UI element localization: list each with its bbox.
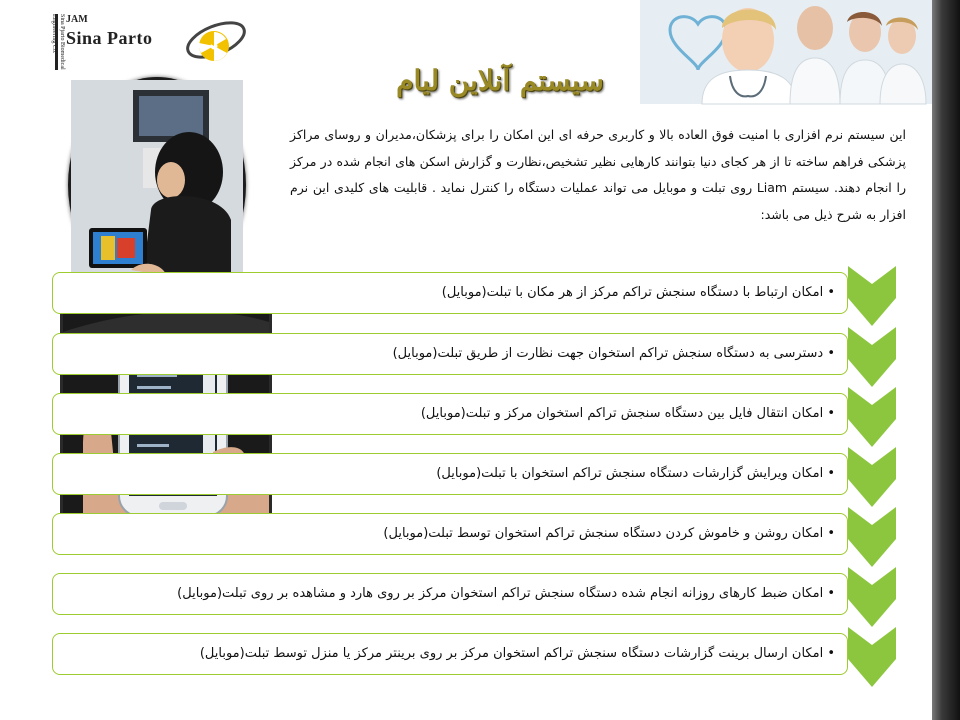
chevron-down-icon [848,387,896,447]
feature-text-2: • دسترسی به دستگاه سنجش تراکم استخوان جهت نظارت از طریق تبلت(موبایل) [393,334,835,374]
feature-text-1: • امکان ارتباط با دستگاه سنجش تراکم مرکز از هر مکان با تبلت(موبایل) [442,273,835,313]
chevron-down-icon [848,627,896,687]
feature-text-3: • امکان انتقال فایل بین دستگاه سنجش تراکم استخوان مرکز و تبلت(موبایل) [421,394,835,434]
doctor-circle-photo-frame [68,77,246,293]
feature-text-5: • امکان روشن و خاموش کردن دستگاه سنجش تراکم استخوان توسط تبلت(موبایل) [383,514,835,554]
doctors-illustration [640,0,932,104]
chevron-down-icon [848,266,896,326]
feature-row-3 [52,393,848,435]
feature-text-4: • امکان ویرایش گزارشات دستگاه سنجش تراکم استخوان با تبلت(موبایل) [436,454,835,494]
right-edge-strip [932,0,960,720]
feature-row-6 [52,573,848,615]
feature-row-1 [52,272,848,314]
logo-name: Sina Parto [66,28,153,48]
chevron-down-icon [848,447,896,507]
feature-text-6: • امکان ضبط کارهای روزانه انجام شده دستگاه سنجش تراکم استخوان مرکز بر روی هارد و مشاهده بر روی تبلت(موبایل) [177,574,835,614]
header-doctors-photo [640,0,932,104]
intro-paragraph: این سیستم نرم افزاری با امنیت فوق العاده بالا و کاربری حرفه ای این امکان را برای پزشکان،مدیران و روسای مراکز پزشکی فراهم ساخته تا از هر کجای دنیا بتوانند کارهایی نظیر تشخیص،نظارت و گزارش اسکن های انجام شده در مرکز را انجام دهند. سیستم Liam روی تبلت و موبایل می تواند عملیات دستگاه را کنترل نماید . قابلیت های کلیدی این نرم افزار به شرح ذیل می باشد: [290,127,906,222]
chevron-down-icon [848,507,896,567]
chevron-down-icon [848,567,896,627]
feature-row-7 [52,633,848,675]
feature-row-5 [52,513,848,555]
logo-jam: JAM [66,14,88,25]
chevron-down-icon [848,327,896,387]
feature-row-2 [52,333,848,375]
company-logo [50,12,250,72]
feature-row-4 [52,453,848,495]
doctor-using-tablet-photo [71,80,243,290]
logo-vertical-text: Sina Pjarto Biomedical Engineering Co. [51,14,65,70]
page-title: سیستم آنلاین لیام [396,64,604,97]
feature-text-7: • امکان ارسال برینت گزارشات دستگاه سنجش تراکم استخوان مرکز بر روی برینتر مرکز یا منزل توسط تبلت(موبایل) [200,634,835,674]
radiation-emblem-icon [170,12,250,72]
